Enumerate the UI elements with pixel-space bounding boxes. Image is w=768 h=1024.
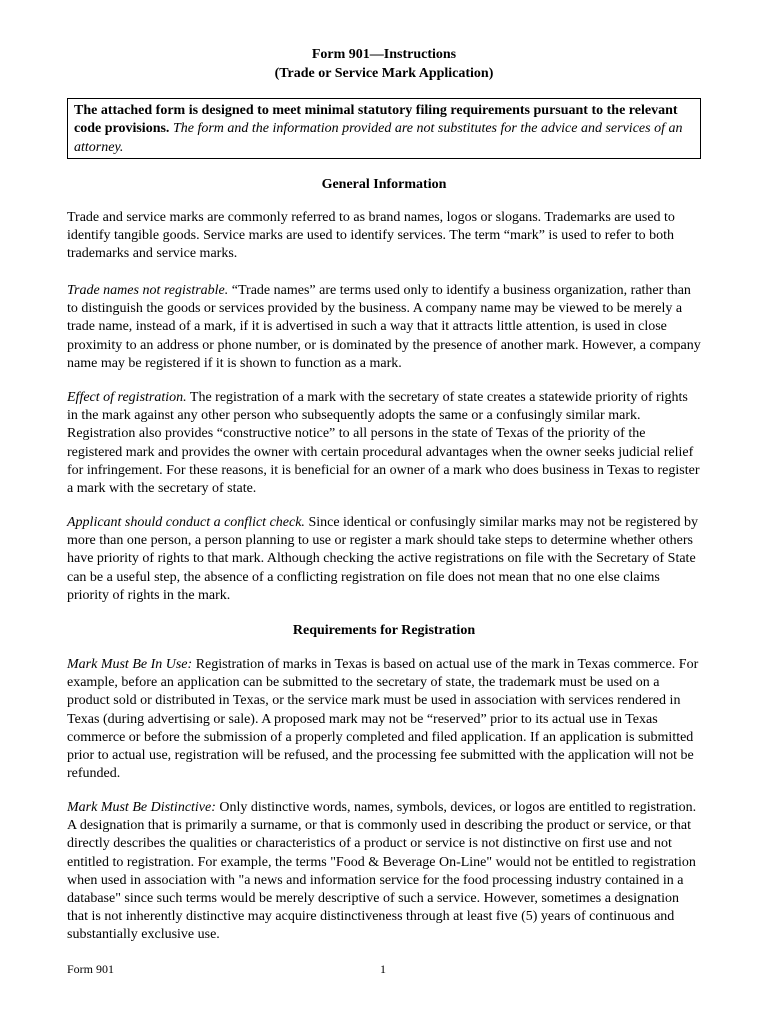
paragraph-text: Trade and service marks are commonly referred to as brand names, logos or slogans. Trademarks are used to identify tangible goods. Service marks are used to identify services. The term “mark” is used to refer to both trademarks and service marks. [67,210,675,262]
paragraph-lead: Applicant should conduct a conflict check. [67,515,305,530]
notice-box [67,98,701,159]
paragraph-effect-of-registration [67,389,701,498]
notice-bold-text: The attached form is designed to meet minimal statutory filing requirements pursuant to the relevant code provisions. [74,103,678,137]
paragraph-conflict-check [67,514,701,605]
paragraph-lead: Effect of registration. [67,390,187,405]
paragraph-text: Only distinctive words, names, symbols, devices, or logos are entitled to registration. A designation that is primarily a surname, or that is commonly used in describing the product or service, or that directly describes the qualities or characteristics of a product or service is not distinctive on first use and not entitled to registration. For example, the terms "Food & Beverage On-Line" would not be entitled to registration when used in association with "a news and information service for the food processing industry contained in a database" since such terms would be merely descriptive of such a service. However, sometimes a designation that is not inherently distinctive may acquire distinctiveness through at least five (5) years of continuous and substantially exclusive use. [67,800,697,943]
paragraph-text: Registration of marks in Texas is based on actual use of the mark in Texas commerce. For example, before an application can be submitted to the secretary of state, the trademark must be used on a product sold or distributed in Texas, or the service mark must be used in association with services rendered in Texas (during advertising or sale). A proposed mark may not be “reserved” prior to its actual use in Texas commerce or before the submission of a properly completed and filed application. If an application is submitted prior to actual use, registration will be refused, and the processing fee submitted with the application will not be refunded. [67,657,699,782]
paragraph-text: Since identical or confusingly similar marks may not be registered by more than one person, a person planning to use or register a mark should take steps to determine whether others have priority of rights to that mark. Although checking the active registrations on file with the Secretary of State can be a useful step, the absence of a conflicting registration on file does not mean that no one else claims priority of rights in the mark. [67,515,699,603]
paragraph-intro [67,209,701,264]
paragraph-lead: Trade names not registrable. [67,283,229,298]
footer-form-label: Form 901 [67,962,115,976]
notice-italic-text: The form and the information provided are not substitutes for the advice and services of an attorney. [74,121,683,155]
paragraph-mark-distinctive [67,799,701,945]
paragraph-trade-names [67,282,701,373]
document-subtitle: (Trade or Service Mark Application) [274,66,494,81]
paragraph-mark-in-use [67,656,701,783]
paragraph-text: The registration of a mark with the secretary of state creates a statewide priority of rights in the mark against any other person who subsequently adopts the same or a confusingly similar mark. Registration also provides “constructive notice” to all persons in the state of Texas of the priority of the registered mark and provides the owner with certain procedural advantages when the owner seeks judicial relief for infringement. For these reasons, it is beneficial for an owner of a mark who does business in Texas to register a mark with the secretary of state. [67,390,700,497]
document-title: Form 901—Instructions [311,47,457,62]
paragraph-text: “Trade names” are terms used only to identify a business organization, rather than to distinguish the goods or services provided by the business. A company name may be viewed to be merely a trade name, instead of a mark, if it is advertised in such a way that it attracts little attention, is used in close proximity to an address or phone number, or is dominated by the presence of another mark. However, a company name may be registered if it is shown to function as a mark. [67,283,701,371]
paragraph-lead: Mark Must Be Distinctive: [67,800,216,815]
paragraph-lead: Mark Must Be In Use: [67,657,193,672]
section-heading-requirements: Requirements for Registration [292,623,476,638]
section-heading-general-information: General Information [321,177,447,192]
footer-page-number: 1 [380,962,386,976]
